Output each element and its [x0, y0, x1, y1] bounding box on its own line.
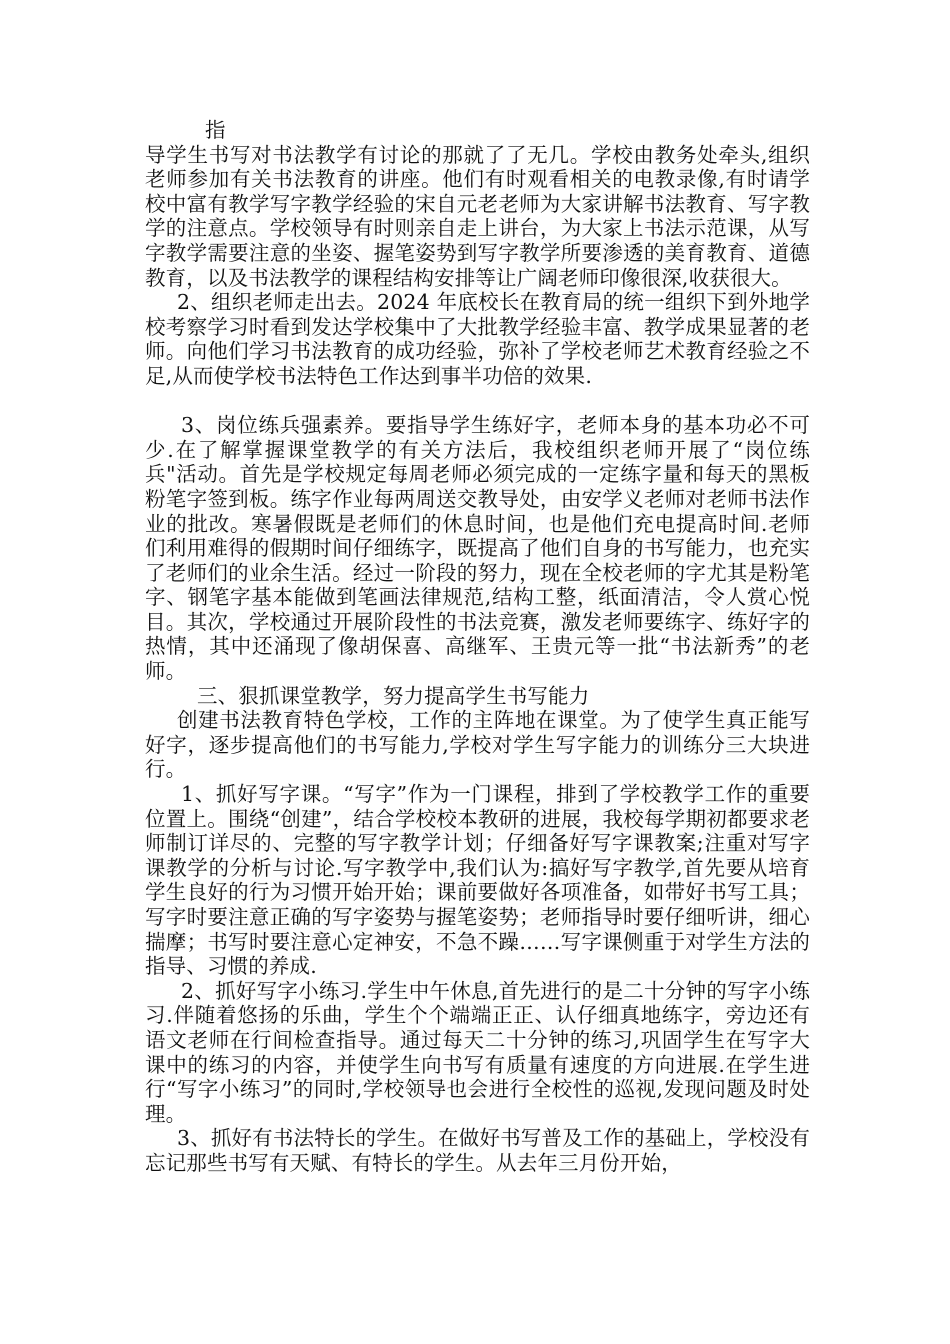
paragraph: 2、组织老师走出去。2024 年底校长在教育局的统一组织下到外地学校考察学习时看到发达学校集中了大批教学经验丰富、教学成果显著的老师。向他们学习书法教育的成功经验，弥补了学校老师艺术教育经验之不足,从而使学校书法特色工作达到事半功倍的效果.	[145, 290, 810, 388]
document-body	[145, 118, 810, 1176]
paragraph: 导学生书写对书法教学有讨论的那就了了无几。学校由教务处牵头,组织老师参加有关书法教育的讲座。他们有时观看相关的电教录像,有时请学校中富有教学写字教学经验的宋自元老老师为大家讲解书法教育、写字教学的注意点。学校领导有时则亲自走上讲台，为大家上书法示范课，从写字教学需要注意的坐姿、握笔姿势到写字教学所要渗透的美育教育、道德教育，以及书法教学的课程结构安排等让广阔老师印像很深,收获很大。	[145, 142, 810, 290]
section-heading: 三、狠抓课堂教学，努力提高学生书写能力	[197, 683, 590, 708]
paragraph: 指	[205, 118, 226, 142]
paragraph: 2、抓好写字小练习.学生中午休息,首先进行的是二十分钟的写字小练习.伴随着悠扬的乐曲，学生个个端端正正、认仔细真地练字，旁边还有语文老师在行间检查指导。通过每天二十分钟的练习,巩固学生在写字大课中的练习的内容，并使学生向书写有质量有速度的方向进展.在学生进行“写字小练习”的同时,学校领导也会进行全校性的巡视,发现问题及时处理。	[145, 978, 810, 1126]
paragraph: 创建书法教育特色学校，工作的主阵地在课堂。为了使学生真正能写好字，逐步提高他们的书写能力,学校对学生写字能力的训练分三大块进行。	[145, 708, 810, 782]
paragraph: 1、抓好写字课。“写字”作为一门课程，排到了学校教学工作的重要位置上。围绕“创建”，结合学校校本教研的进展，我校每学期初都要求老师制订详尽的、完整的写字教学计划；仔细备好写字课教案;注重对写字课教学的分析与讨论.写字教学中,我们认为:搞好写字教学,首先要从培育学生良好的行为习惯开始开始；课前要做好各项准备，如带好书写工具；写字时要注意正确的写字姿势与握笔姿势；老师指导时要仔细听讲，细心揣摩；书写时要注意心定神安，不急不躁……写字课侧重于对学生方法的指导、习惯的养成.	[145, 782, 810, 979]
paragraph: 3、岗位练兵强素养。要指导学生练好字，老师本身的基本功必不可少.在了解掌握课堂教学的有关方法后，我校组织老师开展了“岗位练兵"活动。首先是学校规定每周老师必须完成的一定练字量和每天的黑板粉笔字签到板。练字作业每两周送交教导处，由安学义老师对老师书法作业的批改。寒暑假既是老师们的休息时间，也是他们充电提高时间.老师们利用难得的假期时间仔细练字，既提高了他们自身的书写能力，也充实了老师们的业余生活。经过一阶段的努力，现在全校老师的字尤其是粉笔字、钢笔字基本能做到笔画法律规范,结构工整，纸面清洁，令人赏心悦目。其次，学校通过开展阶段性的书法竞赛，激发老师要练字、练好字的热情，其中还涌现了像胡保喜、高继军、王贵元等一批“书法新秀”的老师。	[145, 413, 810, 684]
paragraph: 3、抓好有书法特长的学生。在做好书写普及工作的基础上，学校没有忘记那些书写有天赋、有特长的学生。从去年三月份开始，	[145, 1126, 810, 1175]
paragraph-spacer	[145, 389, 810, 414]
